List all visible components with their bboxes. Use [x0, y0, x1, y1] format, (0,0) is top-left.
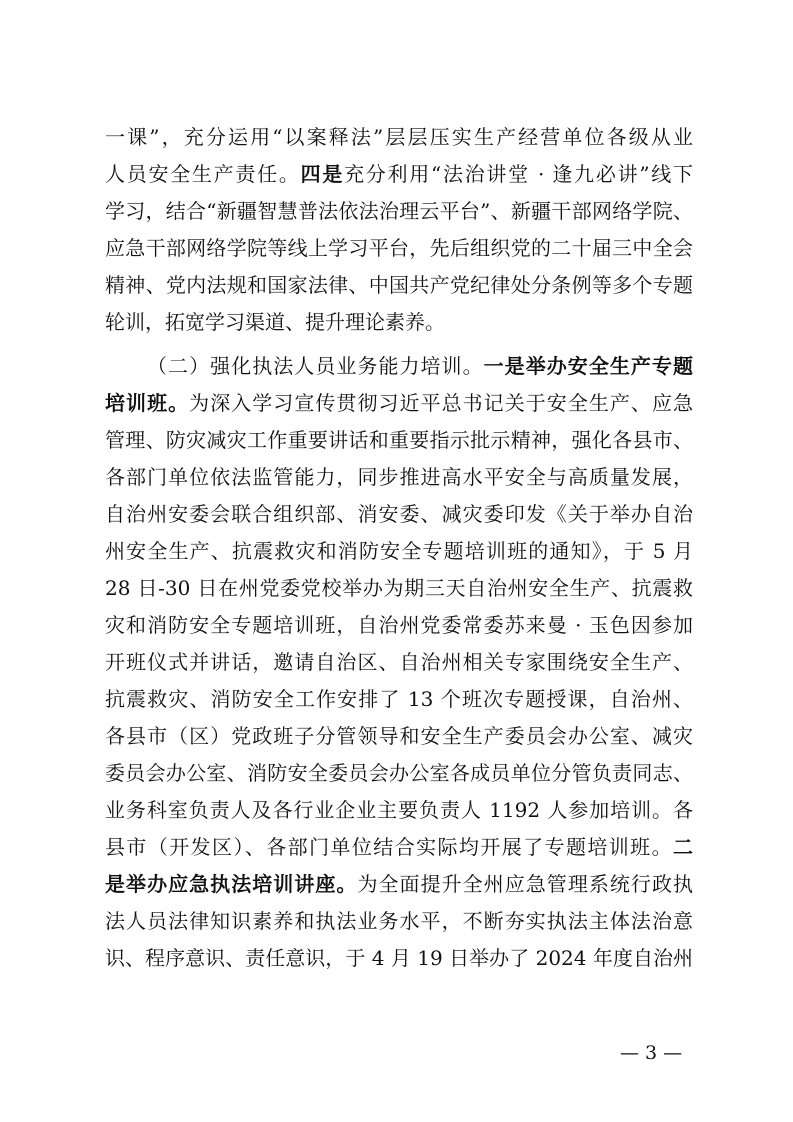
text-segment: 管理、防灾减灾工作重要讲话和重要指示批示精神，强化各县市、 [105, 428, 693, 452]
text-line [105, 459, 693, 495]
text-line [105, 718, 693, 754]
text-line [105, 866, 693, 902]
text-line [105, 385, 693, 421]
text-segment: 法人员法律知识素养和执法业务水平，不断夯实执法主体法治意 [105, 909, 693, 933]
page-number: — 3 — [620, 1042, 683, 1064]
text-line [105, 792, 693, 828]
text-segment: 各部门单位依法监管能力，同步推进高水平安全与高质量发展， [105, 465, 693, 489]
text-segment: 充分利用“法治讲堂 · 逢九必讲”线下 [344, 162, 693, 186]
text-segment: 抗震救灾、消防安全工作安排了 13 个班次专题授课，自治州、 [105, 687, 693, 711]
text-segment: 业务科室负责人及各行业企业主要负责人 1192 人参加培训。各 [105, 798, 693, 822]
bold-text-segment: 是举办应急执法培训讲座。 [105, 872, 358, 896]
text-line [105, 193, 693, 229]
text-line [105, 903, 693, 939]
text-segment: 县市（开发区）、各部门单位结合实际均开展了专题培训班。 [105, 835, 673, 859]
text-segment: 州安全生产、抗震救灾和消防安全专题培训班的通知》，于 5 月 [105, 539, 693, 563]
text-segment: 为全面提升全州应急管理系统行政执 [357, 872, 693, 896]
text-line [105, 755, 693, 791]
text-line [105, 304, 693, 340]
text-segment: 自治州安委会联合组织部、消安委、减灾委印发《关于举办自治 [105, 502, 693, 526]
text-line [105, 230, 693, 266]
text-line [105, 644, 693, 680]
text-segment: 开班仪式并讲话，邀请自治区、自治州相关专家围绕安全生产、 [105, 650, 693, 674]
text-segment: 学习，结合“新疆智慧普法依法治理云平台”、新疆干部网络学院、 [105, 199, 693, 223]
text-segment: 人员安全生产责任。 [105, 162, 301, 186]
text-line [147, 348, 693, 384]
text-segment: 为深入学习宣传贯彻习近平总书记关于安全生产、应急 [189, 391, 693, 415]
text-line [105, 119, 693, 155]
text-segment: （二）强化执法人员业务能力培训。 [147, 354, 484, 378]
text-line [105, 156, 693, 192]
text-segment: 应急干部网络学院等线上学习平台，先后组织党的二十届三中全会 [105, 236, 693, 260]
bold-text-segment: 一是举办安全生产专题 [483, 354, 693, 378]
text-segment: 各县市（区）党政班子分管领导和安全生产委员会办公室、减灾 [105, 724, 693, 748]
text-segment: 识、程序意识、责任意识，于 4 月 19 日举办了 2024 年度自治州 [105, 946, 693, 970]
text-segment: 精神、党内法规和国家法律、中国共产党纪律处分条例等多个专题 [105, 273, 693, 297]
text-line [105, 422, 693, 458]
bold-text-segment: 二 [673, 835, 693, 859]
text-segment: 委员会办公室、消防安全委员会办公室各成员单位分管负责同志、 [105, 761, 693, 785]
text-line [105, 570, 693, 606]
text-line [105, 267, 693, 303]
text-line [105, 681, 693, 717]
text-line [105, 496, 693, 532]
text-line [105, 829, 693, 865]
text-segment: 28 日-30 日在州党委党校举办为期三天自治州安全生产、抗震救 [105, 576, 693, 600]
text-line [105, 940, 693, 976]
text-line [105, 533, 693, 569]
bold-text-segment: 培训班。 [105, 391, 190, 415]
text-segment: 轮训，拓宽学习渠道、提升理论素养。 [105, 310, 445, 334]
bold-text-segment: 四是 [300, 162, 345, 186]
text-line [105, 607, 693, 643]
text-segment: 一课”，充分运用“以案释法”层层压实生产经营单位各级从业 [105, 125, 693, 149]
text-segment: 灾和消防安全专题培训班，自治州党委常委苏来曼 · 玉色因参加 [105, 613, 693, 637]
